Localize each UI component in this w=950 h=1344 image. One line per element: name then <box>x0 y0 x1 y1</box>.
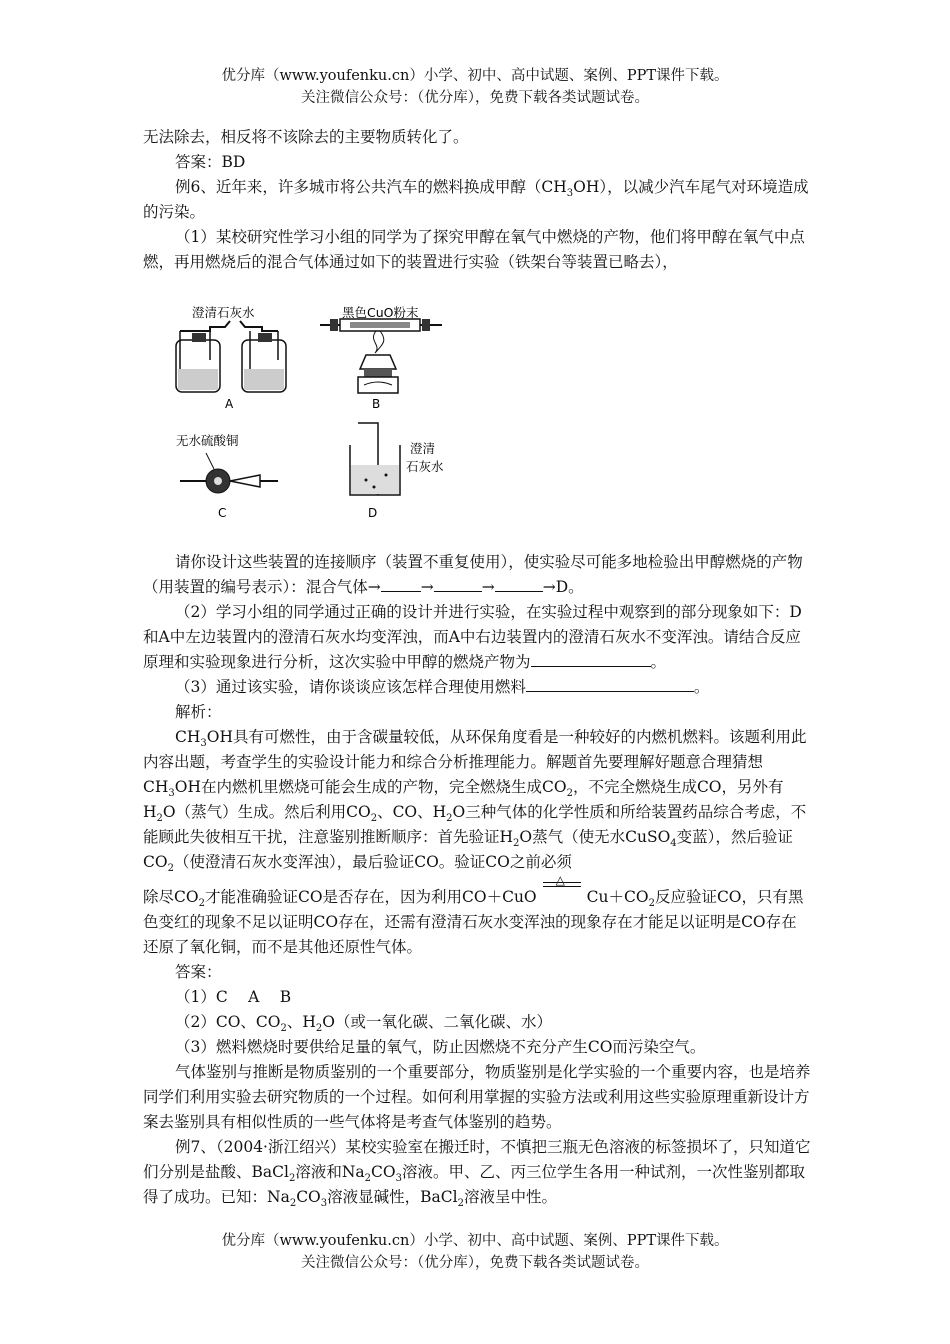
label-b-title: 黑色CuO粉末 <box>342 305 419 320</box>
answer-blank-4[interactable] <box>531 651 651 667</box>
analysis-paragraph-1: $CH_3OH$具有可燃性，由于含碳量较低，从环保角度看是一种较好的内燃机燃料。该题利用此内容出题，考查学生的实验设计能力和综合分析推理能力。解题首先要理解好题意合理猜想$CH_3OH$在内燃机里燃烧可能会生成的产物，完全燃烧生成$CO_2$，不完全燃烧生成CO，另外有$H_2O$（蒸气）生成。然后利用$CO_2$、CO、$H_2O$三种气体的化学性质和所给装置药品综合考虑，不能顾此失彼相互干扰，注意鉴别推断顺序：首先验证$H_2O$蒸气（使无水CuSO$_4$变蓝），然后验证$CO_2$（使澄清石灰水变浑浊），最后验证CO。验证CO之前必须 <box>143 728 807 875</box>
label-c-title: 无水硫酸铜 <box>176 433 239 448</box>
question-2: （2）学习小组的同学通过正确的设计并进行实验，在实验过程中观察到的部分现象如下：D和A中左边装置内的澄清石灰水均变浑浊，而A中右边装置内的澄清石灰水不变浑浊。请结合反应原理和实验现象进行分析，这次实验中甲醇的燃烧产物为 。 <box>143 603 802 671</box>
paragraph-continuation: 无法除去，相反将不该除去的主要物质转化了。 <box>143 128 469 146</box>
page-footer <box>0 1230 950 1274</box>
apparatus-a <box>176 305 286 411</box>
answer-blank-1[interactable] <box>381 576 421 592</box>
label-c: C <box>218 506 227 520</box>
example-7: 例7、（2004·浙江绍兴）某校实验室在搬迁时，不慎把三瓶无色溶液的标签损坏了，只知道它们分别是盐酸、BaCl$_2$溶液和$Na_2CO_3$溶液。甲、乙、丙三位学生各用一种试剂，一次性鉴别都取得了成功。已知：$Na_2CO_3$溶液显碱性，BaCl$_2$溶液呈中性。 <box>143 1138 811 1210</box>
analysis-label: 解析： <box>175 703 222 721</box>
apparatus-d <box>350 423 444 520</box>
footer-line-1: 优分库（www.youfenku.cn）小学、初中、高中试题、案例、PPT课件下载。 <box>221 1233 729 1249</box>
question-1-order: 请你设计这些装置的连接顺序（装置不重复使用），使实验尽可能多地检验出甲醇燃烧的产物（用装置的编号表示）：混合气体→ → → →D。 <box>143 553 803 596</box>
label-b: B <box>372 397 381 411</box>
answer-1: （1）C A B <box>175 988 292 1006</box>
apparatus-c <box>176 433 278 520</box>
text-block-top <box>143 125 811 275</box>
heating-condition-sign: △ <box>537 888 587 902</box>
footer-line-2: 关注微信公众号：（优分库），免费下载各类试题试卷。 <box>301 1255 649 1271</box>
example-6-intro: 例6、近年来，许多城市将公共汽车的燃料换成甲醇$(CH_3OH)$，以减少汽车尾气对环境造成的污染。 <box>143 178 809 221</box>
question-3: （3）通过该实验，请你谈谈应该怎样合理使用燃料 。 <box>175 678 710 696</box>
answer-label: 答案： <box>175 963 222 981</box>
label-d-title-1: 澄清 <box>410 441 436 456</box>
question-1: （1）某校研究性学习小组的同学为了探究甲醇在氧气中燃烧的产物，他们将甲醇在氧气中点燃，再用燃烧后的混合气体通过如下的装置进行实验（铁架台等装置已略去）， <box>143 228 805 271</box>
answer-blank-2[interactable] <box>434 576 482 592</box>
header-line-2: 关注微信公众号：（优分库），免费下载各类试题试卷。 <box>301 90 649 106</box>
answer-3: （3）燃料燃烧时要供给足量的氧气，防止因燃烧不充分产生CO而污染空气。 <box>175 1038 706 1056</box>
label-d-title-2: 石灰水 <box>406 459 444 474</box>
label-a-title: 澄清石灰水 <box>192 305 255 320</box>
label-d: D <box>368 506 378 520</box>
header-line-1: 优分库（www.youfenku.cn）小学、初中、高中试题、案例、PPT课件下载。 <box>221 68 729 84</box>
answer-prev: 答案：BD <box>175 153 246 171</box>
summary-paragraph: 气体鉴别与推断是物质鉴别的一个重要部分，物质鉴别是化学实验的一个重要内容，也是培养同学们利用实验去研究物质的一个过程。如何利用掌握的实验方法或利用这些实验原理重新设计方案去鉴别具有相似性质的一些气体将是考查气体鉴别的趋势。 <box>143 1063 811 1131</box>
apparatus-b <box>320 305 442 411</box>
label-a: A <box>225 397 234 411</box>
apparatus-figure <box>170 305 445 527</box>
page-header <box>0 65 950 109</box>
text-block-main <box>143 550 811 1210</box>
answer-2: （2）CO、$CO_2$、$H_2O$（或一氧化碳、二氧化碳、水） <box>175 1013 552 1035</box>
answer-blank-3[interactable] <box>495 576 543 592</box>
answer-blank-5[interactable] <box>526 676 694 692</box>
analysis-paragraph-2: 除尽$CO_2$才能准确验证CO是否存在，因为利用CO＋CuO △ $Cu+CO_2$反应验证CO，只有黑色变红的现象不足以证明CO存在，还需有澄清石灰水变浑浊的现象存在才能足以证明是CO存在还原了氧化铜，而不是其他还原性气体。 <box>143 873 804 956</box>
